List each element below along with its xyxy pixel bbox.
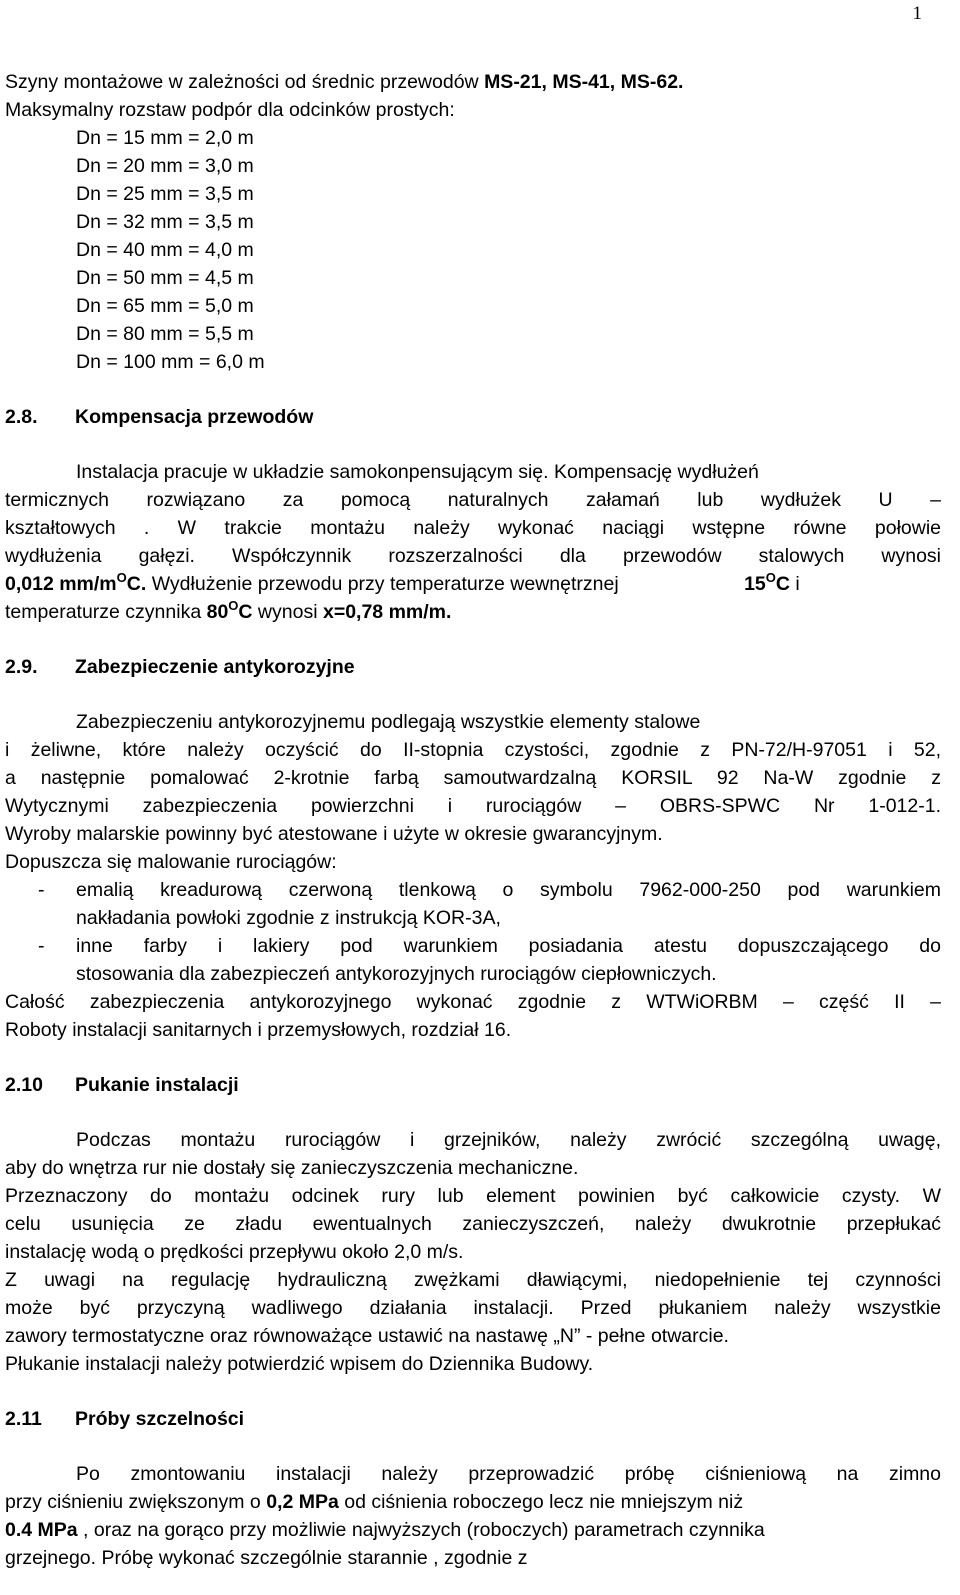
paragraph-line: i żeliwne, które należy oczyścić do II-stopnia czystości, zgodnie z PN-72/H-97051 i 52, bbox=[5, 739, 941, 761]
section-heading-2-8: 2.8. Kompensacja przewodów bbox=[5, 406, 314, 428]
paragraph-line: Wyroby malarskie powinny być atestowane i użyte w okresie gwarancyjnym. bbox=[5, 823, 663, 845]
paragraph-line: Przeznaczony do montażu odcinek rury lub element powinien być całkowicie czysty. W bbox=[5, 1185, 941, 1207]
paragraph-line: Wytycznymi zabezpieczenia powierzchni i rurociągów – OBRS-SPWC Nr 1-012-1. bbox=[5, 795, 941, 817]
paragraph-line: przy ciśnieniu zwiększonym o 0,2 MPa od ciśnienia roboczego lecz nie mniejszym niż bbox=[5, 1491, 744, 1513]
paragraph-line: Roboty instalacji sanitarnych i przemysłowych, rozdział 16. bbox=[5, 1019, 512, 1041]
paragraph-line: grzejnego. Próbę wykonać szczególnie starannie , zgodnie z bbox=[5, 1547, 528, 1569]
paragraph-line: zawory termostatyczne oraz równoważące ustawić na nastawę „N” - pełne otwarcie. bbox=[5, 1325, 729, 1347]
bullet-dash: - bbox=[38, 879, 45, 901]
bullet-text: nakładania powłoki zgodnie z instrukcją KOR-3A, bbox=[76, 907, 501, 929]
spacing-item: Dn = 65 mm = 5,0 m bbox=[76, 295, 254, 317]
spacing-item: Dn = 20 mm = 3,0 m bbox=[76, 155, 254, 177]
intro-line-1: Szyny montażowe w zależności od średnic przewodów MS-21, MS-41, MS-62. bbox=[5, 71, 684, 93]
bullet-dash: - bbox=[38, 935, 45, 957]
page-number: 1 bbox=[912, 3, 922, 24]
spacing-item: Dn = 25 mm = 3,5 m bbox=[76, 183, 254, 205]
bullet-text: inne farby i lakiery pod warunkiem posiadania atestu dopuszczającego do bbox=[76, 935, 941, 957]
paragraph-line: Podczas montażu rurociągów i grzejników, należy zwrócić szczególną uwagę, bbox=[76, 1129, 941, 1151]
spacing-item: Dn = 40 mm = 4,0 m bbox=[76, 239, 254, 261]
bullet-text: stosowania dla zabezpieczeń antykorozyjnych rurociągów ciepłowniczych. bbox=[76, 963, 717, 985]
paragraph-line: kształtowych . W trakcie montażu należy wykonać naciągi wstępne równe połowie bbox=[5, 517, 941, 539]
paragraph-line: Dopuszcza się malowanie rurociągów: bbox=[5, 851, 337, 873]
paragraph-line: Płukanie instalacji należy potwierdzić wpisem do Dziennika Budowy. bbox=[5, 1353, 594, 1375]
paragraph-line: Z uwagi na regulację hydrauliczną zwężkami dławiącymi, niedopełnienie tej czynności bbox=[5, 1269, 941, 1291]
paragraph-line: instalację wodą o prędkości przepływu około 2,0 m/s. bbox=[5, 1241, 464, 1263]
spacing-item: Dn = 100 mm = 6,0 m bbox=[76, 351, 265, 373]
paragraph-line: wydłużenia gałęzi. Współczynnik rozszerzalności dla przewodów stalowych wynosi bbox=[5, 545, 941, 567]
paragraph-line: termicznych rozwiązano za pomocą naturalnych załamań lub wydłużek U – bbox=[5, 489, 941, 511]
bullet-text: emalią kreadurową czerwoną tlenkową o symbolu 7962-000-250 pod warunkiem bbox=[76, 879, 941, 901]
section-heading-2-10: 2.10 Pukanie instalacji bbox=[5, 1074, 239, 1096]
paragraph-line: Całość zabezpieczenia antykorozyjnego wykonać zgodnie z WTWiORBM – część II – bbox=[5, 991, 941, 1013]
spacing-item: Dn = 32 mm = 3,5 m bbox=[76, 211, 254, 233]
paragraph-line: celu usunięcia ze zładu ewentualnych zanieczyszczeń, należy dwukrotnie przepłukać bbox=[5, 1213, 941, 1235]
spacing-item: Dn = 50 mm = 4,5 m bbox=[76, 267, 254, 289]
section-heading-2-9: 2.9. Zabezpieczenie antykorozyjne bbox=[5, 656, 355, 678]
paragraph-line: a następnie pomalować 2-krotnie farbą samoutwardzalną KORSIL 92 Na-W zgodnie z bbox=[5, 767, 941, 789]
paragraph-line: może być przyczyną wadliwego działania instalacji. Przed płukaniem należy wszystkie bbox=[5, 1297, 941, 1319]
spacing-item: Dn = 15 mm = 2,0 m bbox=[76, 127, 254, 149]
paragraph-line: temperaturze czynnika $80^OC$ wynosi x=0,78 mm/m. bbox=[5, 598, 452, 623]
paragraph-line: Po zmontowaniu instalacji należy przeprowadzić próbę ciśnieniową na zimno bbox=[76, 1463, 941, 1485]
intro-line-2: Maksymalny rozstaw podpór dla odcinków prostych: bbox=[5, 99, 455, 121]
paragraph-line: aby do wnętrza rur nie dostały się zanieczyszczenia mechaniczne. bbox=[5, 1157, 579, 1179]
spacing-item: Dn = 80 mm = 5,5 m bbox=[76, 323, 254, 345]
paragraph-line: Instalacja pracuje w układzie samokonpensującym się. Kompensację wydłużeń bbox=[76, 461, 759, 483]
paragraph-line: 0,012 $mm/m^OC$. Wydłużenie przewodu przy temperaturze wewnętrznej $15^OC$ i bbox=[5, 570, 800, 595]
paragraph-line: Zabezpieczeniu antykorozyjnemu podlegają wszystkie elementy stalowe bbox=[76, 711, 701, 733]
section-heading-2-11: 2.11 Próby szczelności bbox=[5, 1408, 245, 1430]
paragraph-line: 0.4 MPa , oraz na gorąco przy możliwie najwyższych (roboczych) parametrach czynnika bbox=[5, 1519, 765, 1541]
